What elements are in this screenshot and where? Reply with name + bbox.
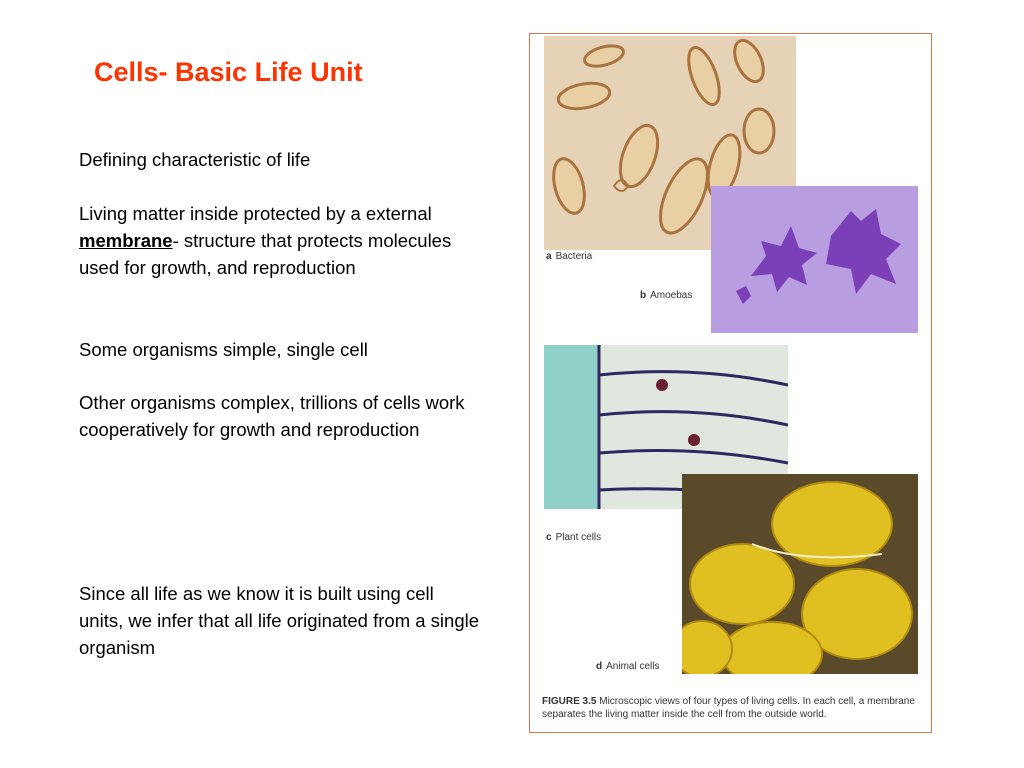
- label-amoebas-letter: b: [640, 290, 647, 301]
- label-amoebas-text: Amoebas: [650, 290, 693, 301]
- label-bacteria-letter: a: [546, 251, 552, 262]
- paragraph-membrane: [79, 200, 479, 281]
- caption-text: Microscopic views of four types of living cells. In each cell, a membrane separates the living matter inside the cell from the outside world.: [542, 696, 915, 720]
- label-plant-cells-letter: c: [546, 532, 552, 543]
- figure-caption: [542, 695, 922, 721]
- slide-title: Cells- Basic Life Unit: [94, 57, 363, 87]
- amoebas-micrograph: [711, 186, 918, 333]
- caption-figure-number: FIGURE 3.5: [542, 696, 597, 707]
- paragraph-membrane-text-before: Living matter inside protected by a external: [79, 203, 432, 224]
- label-animal-cells-text: Animal cells: [606, 661, 660, 672]
- membrane-term: membrane: [79, 230, 173, 251]
- label-bacteria: [546, 251, 592, 262]
- paragraph-membrane-text-after: - structure that protects molecules used for growth, and reproduction: [79, 230, 452, 278]
- paragraph-simple: Some organisms simple, single cell: [79, 339, 368, 360]
- label-bacteria-text: Bacteria: [555, 251, 593, 262]
- animal-cells-micrograph: [682, 474, 918, 674]
- label-plant-cells-text: Plant cells: [555, 532, 602, 543]
- paragraph-defining: Defining characteristic of life: [79, 149, 311, 170]
- paragraph-complex: Other organisms complex, trillions of cells work cooperatively for growth and reproduction: [79, 392, 465, 440]
- label-animal-cells-letter: d: [596, 661, 603, 672]
- label-animal-cells: [596, 661, 659, 672]
- paragraph-conclusion: Since all life as we know it is built using cell units, we infer that all life originated from a single organism: [79, 583, 480, 658]
- label-amoebas: [640, 290, 692, 301]
- label-plant-cells: [546, 532, 601, 543]
- figure-3-5: [529, 33, 932, 733]
